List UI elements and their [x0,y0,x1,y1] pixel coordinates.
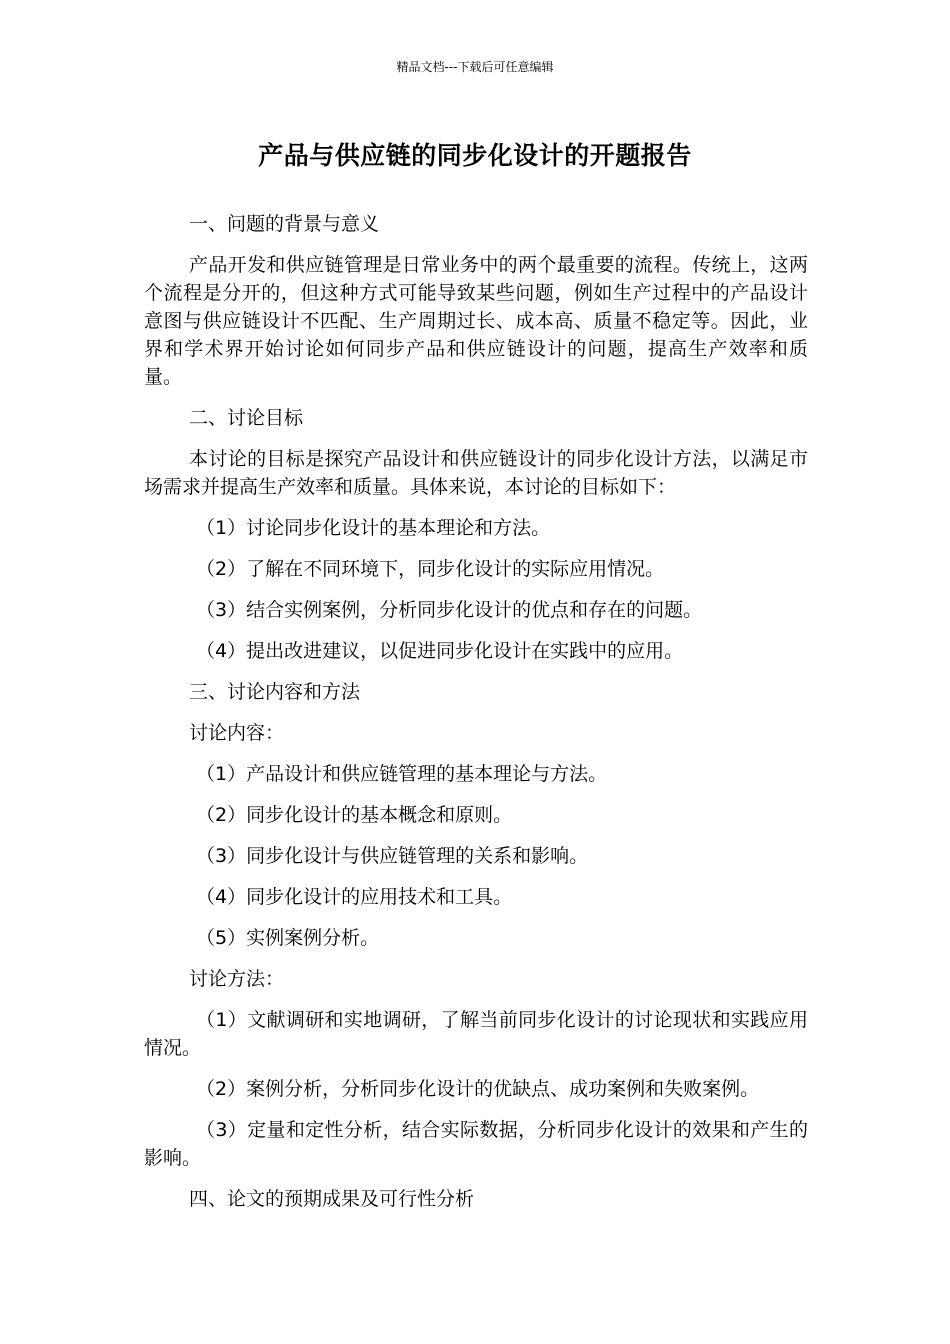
section-heading-4: 四、论文的预期成果及可行性分析 [189,1188,475,1210]
section-heading-1: 一、问题的背景与意义 [189,213,380,235]
document-body [144,210,808,1226]
method-label: 讨论方法： [189,968,285,990]
header-note: 精品文档---下载后可任意编辑 [396,60,554,74]
method-item: （3）定量和定性分析，结合实际数据，分析同步化设计的效果和产生的影响。 [144,1119,808,1169]
content-item: （5）实例案例分析。 [196,927,380,949]
section-heading-3: 三、讨论内容和方法 [189,681,361,703]
method-item: （2）案例分析，分析同步化设计的优缺点、成功案例和失败案例。 [196,1078,760,1100]
content-item: （2）同步化设计的基本概念和原则。 [196,804,513,826]
goal-item: （3）结合实例案例，分析同步化设计的优点和存在的问题。 [196,599,703,621]
section-heading-2: 二、讨论目标 [189,407,304,429]
goal-item: （2）了解在不同环境下，同步化设计的实际应用情况。 [196,558,665,580]
content-item: （4）同步化设计的应用技术和工具。 [196,886,513,908]
content-item: （1）产品设计和供应链管理的基本理论与方法。 [196,763,608,785]
goal-item: （4）提出改进建议，以促进同步化设计在实践中的应用。 [196,640,684,662]
method-item: （1）文献调研和实地调研，了解当前同步化设计的讨论现状和实践应用情况。 [144,1009,808,1059]
document-title: 产品与供应链的同步化设计的开题报告 [258,141,692,170]
content-item: （3）同步化设计与供应链管理的关系和影响。 [196,845,589,867]
section-1-paragraph: 产品开发和供应链管理是日常业务中的两个最重要的流程。传统上，这两个流程是分开的，但这种方式可能导致某些问题，例如生产过程中的产品设计意图与供应链设计不匹配、生产周期过长、成本高、质量不稳定等。因此，业界和学术界开始讨论如何同步产品和供应链设计的问题，提高生产效率和质量。 [144,254,808,388]
goal-item: （1）讨论同步化设计的基本理论和方法。 [196,517,551,539]
content-label: 讨论内容： [189,722,285,744]
section-2-paragraph: 本讨论的目标是探究产品设计和供应链设计的同步化设计方法，以满足市场需求并提高生产效率和质量。具体来说，本讨论的目标如下： [144,448,808,498]
